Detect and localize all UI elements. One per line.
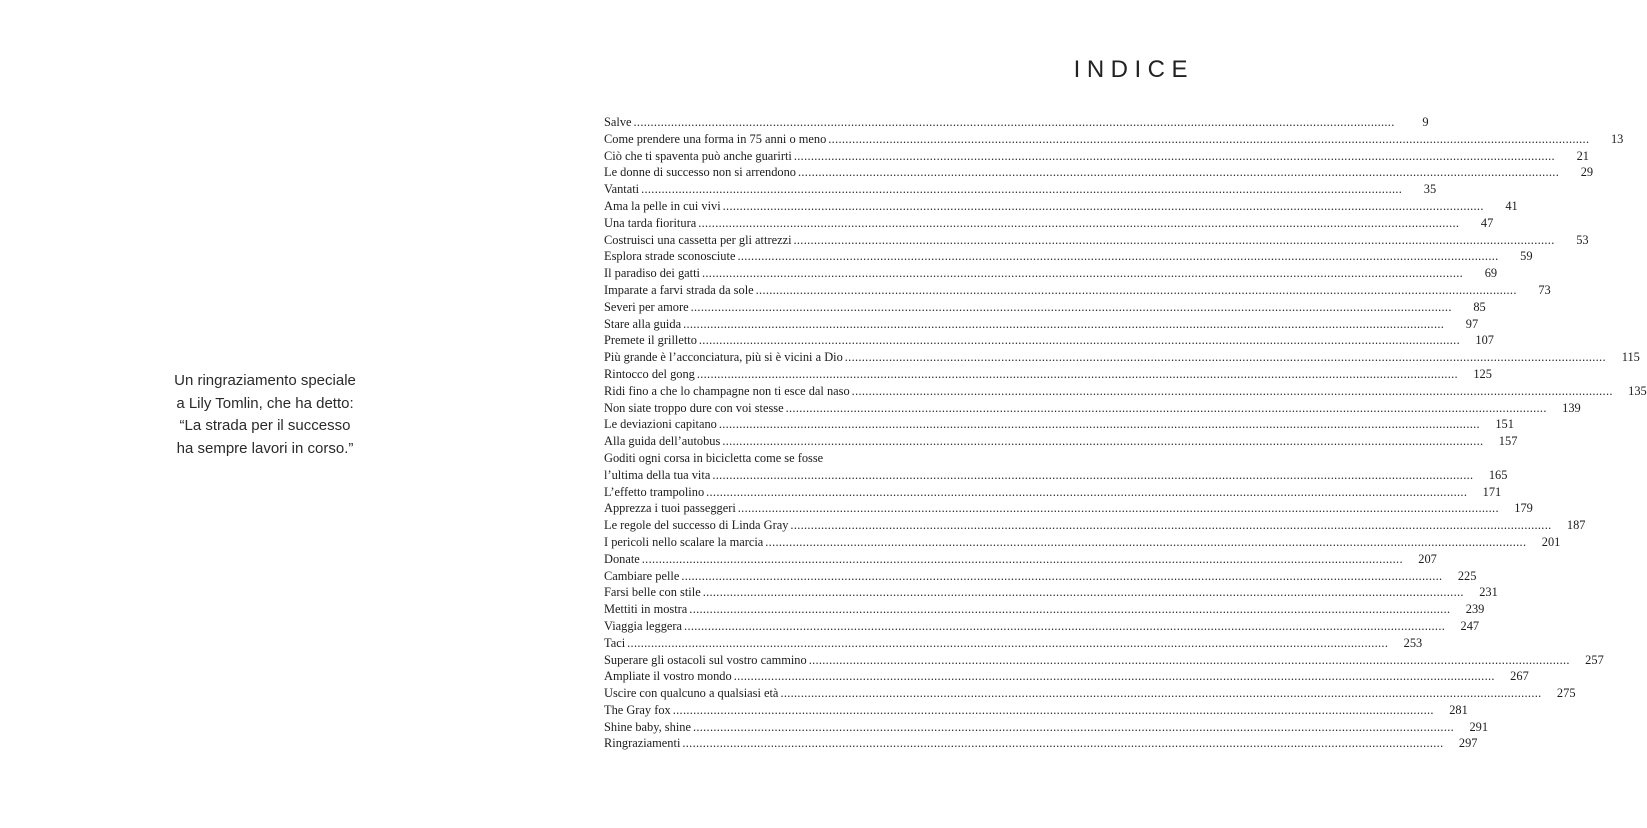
toc-entry — [604, 484, 1502, 501]
toc-entry-title: Le donne di successo non si arrendono — [604, 165, 797, 180]
toc-entry — [604, 450, 1020, 467]
toc-leader-dots — [845, 349, 1606, 366]
toc-leader-dots — [682, 735, 1443, 752]
toc-entry-title: Severi per amore — [604, 299, 689, 314]
toc-leader-dots — [691, 299, 1452, 316]
toc-entry-page: 151 — [1495, 417, 1514, 432]
toc-leader-dots — [684, 618, 1445, 635]
toc-entry-title: Come prendere una forma in 75 anni o meno — [604, 131, 827, 146]
toc-entry-page: 171 — [1482, 484, 1502, 499]
toc-entry-title: Ringraziamenti — [604, 736, 681, 751]
toc-entry — [604, 349, 1640, 366]
toc-entry — [604, 467, 1508, 484]
toc-entry-title: Farsi belle con stile — [604, 585, 701, 600]
toc-entry-page: 139 — [1562, 400, 1581, 415]
toc-entry-page: 267 — [1510, 669, 1529, 684]
toc-leader-dots — [809, 652, 1570, 669]
toc-entry-title: Premete il grilletto — [604, 333, 697, 348]
toc-entry-title: Il paradiso dei gatti — [604, 266, 700, 281]
toc-entry-page: 231 — [1479, 585, 1498, 600]
toc-entry — [604, 282, 1551, 299]
toc-leader-dots — [697, 366, 1458, 383]
toc-entry-page: 97 — [1465, 316, 1479, 331]
toc-entry-title: Apprezza i tuoi passeggeri — [604, 501, 736, 516]
toc-entry-page: 187 — [1566, 518, 1586, 533]
toc-leader-dots — [756, 282, 1517, 299]
toc-entry-page: 225 — [1457, 568, 1477, 583]
toc-entry-page: 291 — [1469, 719, 1489, 734]
toc-entry-title: Imparate a farvi strada da sole — [604, 282, 754, 297]
toc-entry-page: 107 — [1475, 333, 1494, 348]
toc-leader-dots — [790, 517, 1551, 534]
toc-entry-title: Viaggia leggera — [604, 618, 683, 633]
toc-leader-dots — [737, 248, 1498, 265]
toc-leader-dots — [689, 601, 1450, 618]
dedication-line: Un ringraziamento speciale — [174, 372, 356, 389]
toc-entry-page: 21 — [1576, 148, 1589, 163]
toc-entry-title: Shine baby, shine — [604, 719, 691, 734]
toc-entry — [604, 131, 1624, 148]
toc-leader-dots — [765, 534, 1526, 551]
toc-leader-dots — [673, 702, 1434, 719]
toc-entry — [604, 433, 1518, 450]
toc-entry-title: Ciò che ti spaventa può anche guarirti — [604, 148, 792, 163]
toc-entry-title: l’ultima della tua vita — [604, 467, 711, 482]
toc-entry-page: 125 — [1473, 366, 1492, 381]
toc-leader-dots — [642, 551, 1403, 568]
toc-leader-dots — [722, 433, 1483, 450]
toc-entry-title: L’effetto trampolino — [604, 484, 705, 499]
toc-entry — [604, 534, 1561, 551]
toc-entry — [604, 568, 1477, 585]
toc-entry — [604, 500, 1533, 517]
toc-entry-page: 239 — [1465, 602, 1485, 617]
toc-entry-page: 73 — [1538, 282, 1551, 297]
toc-entry-title: Costruisci una cassetta per gli attrezzi — [604, 232, 792, 247]
toc-entry-title: Più grande è l’acconciatura, più si è vicini a Dio — [604, 350, 843, 365]
toc-entry — [604, 584, 1498, 601]
toc-entry — [604, 198, 1518, 215]
toc-leader-dots — [706, 484, 1467, 501]
toc-leader-dots — [828, 131, 1589, 148]
dedication-line: a Lily Tomlin, che ha detto: — [176, 394, 354, 412]
toc-entry-title: Goditi ogni corsa in bicicletta come se fosse — [604, 450, 824, 465]
toc-leader-dots — [780, 685, 1541, 702]
toc-entry — [604, 332, 1494, 349]
toc-entry-page: 115 — [1621, 350, 1640, 365]
toc-entry-page: 157 — [1498, 434, 1518, 449]
toc-entry-title: I pericoli nello scalare la marcia — [604, 534, 764, 549]
toc-entry — [604, 635, 1423, 652]
table-of-contents — [604, 114, 1647, 752]
toc-leader-dots — [723, 198, 1484, 215]
toc-entry-page: 253 — [1403, 635, 1423, 650]
left-page — [0, 0, 540, 828]
toc-entry — [604, 735, 1478, 752]
toc-entry-title: Ridi fino a che lo champagne non ti esce dal naso — [604, 383, 850, 398]
toc-entry-page: 59 — [1520, 249, 1533, 264]
toc-leader-dots — [681, 568, 1442, 585]
toc-entry-title: Ampliate il vostro mondo — [604, 669, 732, 684]
toc-entry — [604, 215, 1494, 232]
toc-leader-dots — [798, 164, 1559, 181]
toc-entry-title: Donate — [604, 551, 640, 566]
toc-entry-page: 47 — [1480, 215, 1494, 230]
toc-leader-dots — [693, 719, 1454, 736]
toc-entry — [604, 668, 1529, 685]
dedication — [120, 370, 410, 460]
toc-entry-page: 41 — [1505, 198, 1518, 213]
toc-entry-title: Alla guida dell’autobus — [604, 434, 721, 449]
toc-entry-page: 135 — [1628, 383, 1647, 398]
toc-entry-title: Non siate troppo dure con voi stesse — [604, 400, 784, 415]
toc-entry-page: 275 — [1556, 686, 1576, 701]
toc-leader-dots — [683, 316, 1444, 333]
toc-leader-dots — [699, 332, 1460, 349]
toc-entry-title: Le regole del successo di Linda Gray — [604, 518, 789, 533]
toc-entry — [604, 383, 1647, 400]
toc-leader-dots — [703, 584, 1464, 601]
toc-entry-page: 257 — [1585, 652, 1604, 667]
toc-leader-dots — [627, 635, 1388, 652]
toc-entry-page: 179 — [1514, 501, 1533, 516]
toc-leader-dots — [738, 500, 1499, 517]
toc-entry-page: 297 — [1458, 736, 1478, 751]
toc-entry-title: Superare gli ostacoli sul vostro cammino — [604, 652, 807, 667]
toc-entry-title: Stare alla guida — [604, 316, 682, 331]
dedication-line: ha sempre lavori in corso.” — [176, 439, 354, 457]
toc-entry-title: Esplora strade sconosciute — [604, 249, 736, 264]
toc-entry-title: Ama la pelle in cui vivi — [604, 198, 721, 213]
toc-leader-dots — [641, 181, 1402, 198]
toc-entry — [604, 299, 1486, 316]
toc-entry — [604, 551, 1437, 568]
toc-entry — [604, 181, 1437, 198]
toc-entry-title: Cambiare pelle — [604, 568, 680, 583]
toc-entry-page: 35 — [1423, 182, 1437, 197]
toc-leader-dots — [712, 467, 1473, 484]
toc-entry — [604, 601, 1485, 618]
toc-entry — [604, 114, 1429, 131]
toc-entry — [604, 618, 1480, 635]
toc-entry — [604, 702, 1468, 719]
toc-entry-title: Rintocco del gong — [604, 366, 695, 381]
toc-entry-title: Salve — [604, 115, 632, 129]
toc-entry-page: 247 — [1460, 618, 1480, 633]
toc-leader-dots — [634, 114, 1395, 131]
toc-leader-dots — [734, 668, 1495, 685]
toc-entry-page: 201 — [1541, 534, 1561, 549]
toc-leader-dots — [719, 416, 1480, 433]
toc-leader-dots — [794, 232, 1555, 249]
toc-entry — [604, 400, 1581, 417]
toc-entry — [604, 248, 1533, 265]
toc-entry-title: Le deviazioni capitano — [604, 417, 717, 432]
toc-entry — [604, 517, 1586, 534]
toc-entry — [604, 232, 1589, 249]
toc-entry-page: 165 — [1488, 467, 1508, 482]
toc-leader-dots — [702, 265, 1463, 282]
toc-entry-page: 85 — [1473, 299, 1486, 314]
toc-entry — [604, 148, 1589, 165]
toc-entry-title: Una tarda fioritura — [604, 215, 697, 230]
right-page — [540, 0, 1647, 828]
toc-entry — [604, 316, 1479, 333]
toc-entry-page: 29 — [1580, 165, 1594, 180]
toc-entry — [604, 652, 1604, 669]
toc-entry-page: 69 — [1484, 266, 1498, 281]
toc-leader-dots — [794, 148, 1555, 165]
toc-entry — [604, 719, 1489, 736]
toc-entry-page: 53 — [1576, 232, 1589, 247]
dedication-line: “La strada per il successo — [179, 417, 351, 434]
toc-entry — [604, 265, 1498, 282]
toc-entry — [604, 685, 1576, 702]
toc-entry-page: 13 — [1610, 131, 1624, 146]
toc-entry-title: Mettiti in mostra — [604, 602, 688, 617]
toc-entry-title: Vantati — [604, 182, 640, 197]
toc-entry-page: 207 — [1418, 551, 1437, 566]
toc-entry — [604, 164, 1594, 181]
toc-leader-dots — [786, 400, 1547, 417]
toc-leader-dots — [698, 215, 1459, 232]
toc-entry-title: The Gray fox — [604, 702, 671, 717]
toc-entry — [604, 366, 1492, 383]
toc-entry — [604, 416, 1514, 433]
index-title: INDICE — [1073, 56, 1194, 83]
toc-entry-title: Taci — [604, 635, 626, 650]
toc-entry-title: Uscire con qualcuno a qualsiasi età — [604, 686, 779, 701]
toc-leader-dots — [852, 383, 1613, 400]
toc-entry-page: 9 — [1422, 115, 1429, 129]
toc-entry-page: 281 — [1449, 702, 1468, 717]
